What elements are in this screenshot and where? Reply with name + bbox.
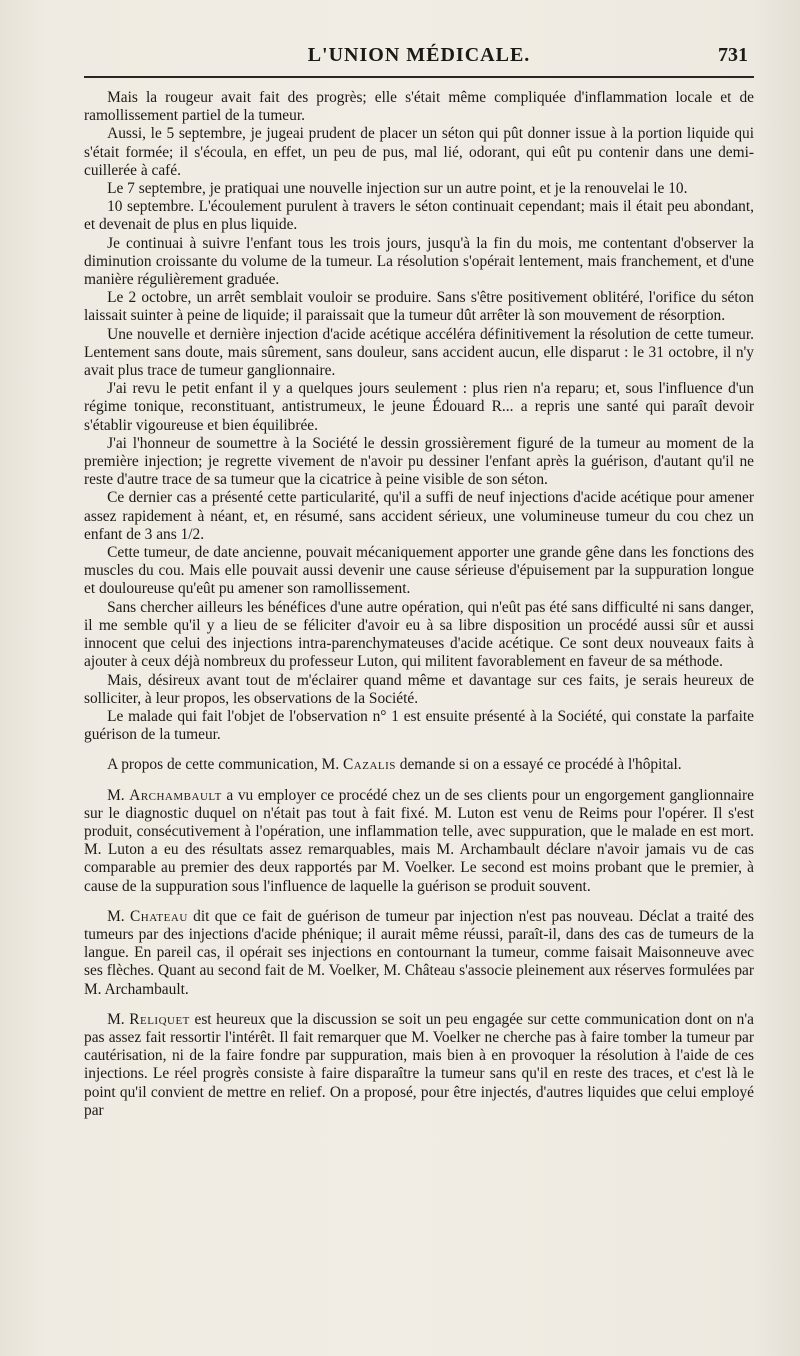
speaker-name: Cazalis: [343, 756, 396, 774]
paragraph: J'ai revu le petit enfant il y a quelques jours seulement : plus rien n'a reparu; et, sous l'influence d'un régime tonique, reconstituant, antistrumeux, le jeune Édouard R... a repris une santé qui paraît devoir s'établir vigoureuse et bien équilibrée.: [84, 380, 754, 434]
discussion-paragraph: [84, 908, 754, 999]
discussion-text: dit que ce fait de guérison de tumeur par injection n'est pas nouveau. Déclat a traité des tumeurs par des injections d'acide phénique; il aurait même réussi, paraît-il, dans des cas de tumeurs de la langue. En pareil cas, il opérait ses injections en contournant la tumeur, comme faisait Maisonneuve avec ses flèches. Quant au second fait de M. Voelker, M. Château s'associe pleinement aux réserves formulées par M. Archambault.: [84, 907, 754, 998]
discussion-paragraph: [84, 756, 754, 774]
paragraph: J'ai l'honneur de soumettre à la Société le dessin grossièrement figuré de la tumeur au moment de la première injection; je regrette vivement de n'avoir pu dessiner l'enfant après la guérison, d'autant qu'il ne reste d'autre trace de sa tumeur que la cicatrice à peine visible de son séton.: [84, 434, 754, 489]
page-number: 731: [718, 44, 748, 66]
header-rule: [84, 76, 754, 78]
discussion-lead: M.: [107, 1010, 130, 1028]
discussion-lead: M.: [107, 786, 130, 804]
page-header: [84, 44, 754, 72]
discussion-lead: M.: [107, 907, 130, 925]
discussion-paragraph: [84, 787, 754, 896]
speaker-name: Archambault: [129, 786, 222, 804]
paragraph: Ce dernier cas a présenté cette particularité, qu'il a suffi de neuf injections d'acide acétique pour amener assez rapidement à néant, et, en résumé, sans accident sérieux, une volumineuse tumeur du cou chez un enfant de 3 ans 1/2.: [84, 489, 754, 543]
paragraph: Je continuai à suivre l'enfant tous les trois jours, jusqu'à la fin du mois, me contentant d'observer la diminution croissante du volume de la tumeur. La résolution s'opérait lentement, mais franchement, et d'une manière régulièrement graduée.: [84, 234, 754, 289]
paragraph: Mais la rougeur avait fait des progrès; elle s'était même compliquée d'inflammation locale et de ramollissement partiel de la tumeur.: [84, 89, 754, 125]
paragraph: 10 septembre. L'écoulement purulent à travers le séton continuait cependant; mais il était peu abondant, et devenait de plus en plus liquide.: [84, 198, 754, 234]
paragraph: Le 2 octobre, un arrêt semblait vouloir se produire. Sans s'être positivement oblitéré, l'orifice du séton laissait suinter à peine de liquide; il paraissait que la tumeur dût arrêter là son mouvement de résorption.: [84, 289, 754, 325]
discussion-text: demande si on a essayé ce procédé à l'hôpital.: [395, 756, 682, 774]
paragraph: Le malade qui fait l'objet de l'observation n° 1 est ensuite présenté à la Société, qui constate la parfaite guérison de la tumeur.: [84, 707, 754, 744]
paragraph: Cette tumeur, de date ancienne, pouvait mécaniquement apporter une grande gêne dans les fonctions des muscles du cou. Mais elle pouvait aussi devenir une cause sérieuse d'épuisement par la suppuration longue et douloureuse qu'eût pu amener son ramollissement.: [84, 544, 754, 598]
discussion-text: a vu employer ce procédé chez un de ses clients pour un engorgement ganglionnaire sur le diagnostic duquel on n'était pas tout à fait fixé. M. Luton est venu de Reims pour l'opérer. Il s'est produit, consécutivement à l'opération, une inflammation telle, avec suppuration, que le malade en est mort. M. Luton a eu des résultats assez remarquables, mais M. Archambault déclare n'avoir jamais vu de cas comparable au premier des deux rapportés par M. Voelker. Le second est moins probant que le premier, à cause de la suppuration sous l'influence de laquelle la guérison se produit souvent.: [84, 786, 754, 895]
running-title: L'UNION MÉDICALE.: [307, 44, 531, 66]
paragraph: Sans chercher ailleurs les bénéfices d'une autre opération, qui n'eût pas été sans difficulté ni sans danger, il me semble qu'il y a lieu de se féliciter d'avoir eu à sa libre disposition un procédé aussi sûr et aussi innocent que celui des injections intra-parenchymateuses d'acide acétique. Ce sont deux nouveaux faits à ajouter à ceux déjà nombreux du professeur Luton, qui militent favorablement en faveur de sa méthode.: [84, 598, 754, 671]
paragraph: Une nouvelle et dernière injection d'acide acétique accéléra définitivement la résolution de cette tumeur. Lentement sans doute, mais sûrement, sans douleur, sans accident aucun, elle disparut : le 31 octobre, il n'y avait plus trace de tumeur ganglionnaire.: [84, 325, 754, 380]
discussion-paragraph: [84, 1011, 754, 1120]
paragraph: Aussi, le 5 septembre, je jugeai prudent de placer un séton qui pût donner issue à la portion liquide qui s'était formée; il s'écoula, en effet, un peu de pus, mal lié, odorant, qui eût pu contenir dans une demi-cuillerée à café.: [84, 125, 754, 179]
speaker-name: Reliquet: [129, 1010, 190, 1028]
discussion-text: est heureux que la discussion se soit un peu engagée sur cette communication dont on n'a pas assez fait ressortir l'intérêt. Il fait remarquer que M. Voelker ne cherche pas à faire tomber la tumeur par cautérisation, ni de la faire fondre par suppuration, mais bien à en provoquer la résolution à l'aide de ces injections. Le réel progrès consiste à faire disparaître la tumeur sans qu'il en reste des traces, et c'est là le point qu'il convient de mettre en relief. On a proposé, pour être injectés, d'autres liquides que celui employé par: [84, 1010, 754, 1119]
paragraph: Mais, désireux avant tout de m'éclairer quand même et davantage sur ces faits, je serais heureux de solliciter, à leur propos, les observations de la Société.: [84, 671, 754, 707]
paragraph: Le 7 septembre, je pratiquai une nouvelle injection sur un autre point, et je la renouvelai le 10.: [107, 180, 688, 198]
speaker-name: Chateau: [130, 907, 188, 925]
discussion-lead: A propos de cette communication, M.: [107, 756, 344, 774]
body-text: [84, 89, 754, 1120]
